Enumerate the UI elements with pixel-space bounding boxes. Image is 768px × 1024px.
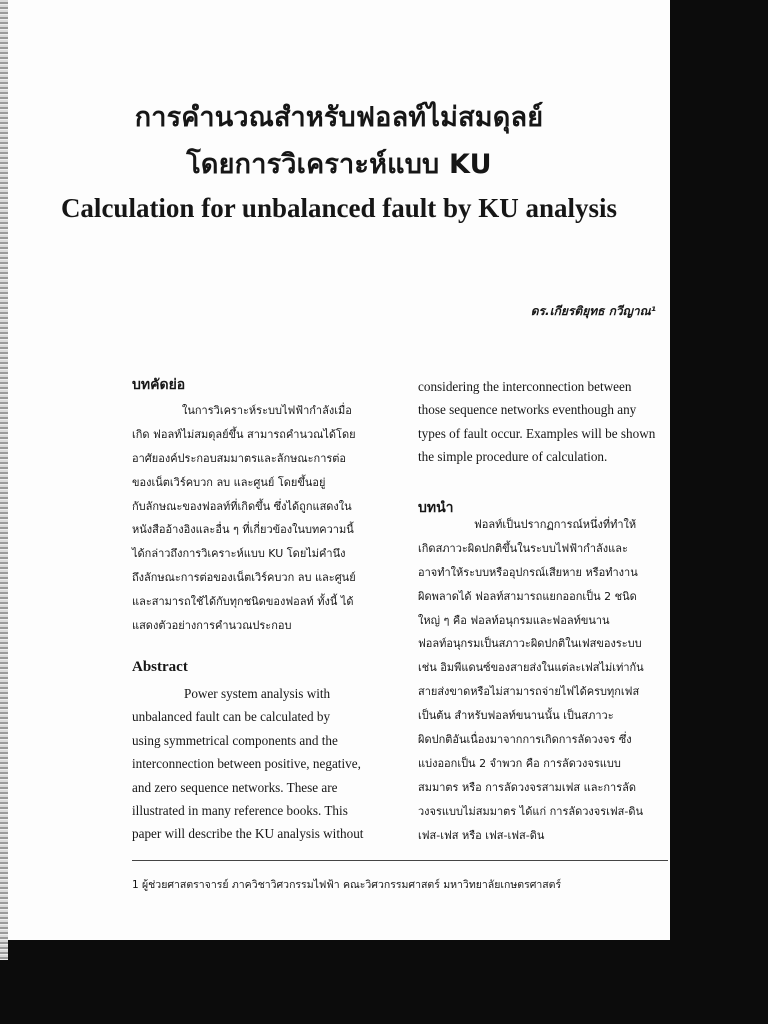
text-line: ผิดปกติอันเนื่องมาจากการเกิดการลัดวงจร ซึ่ง [418,733,632,747]
text-line: unbalanced fault can be calculated by [132,709,331,725]
text-line: ใหญ่ ๆ คือ ฟอลท์อนุกรมและฟอลท์ขนาน [418,613,610,627]
paper-page [8,0,670,940]
introduction-heading: บทนำ [418,500,454,516]
title-thai-line-2: โดยการวิเคราะห์แบบ KU [186,149,492,180]
text-line: สมมาตร หรือ การลัดวงจรสามเฟส และการลัด [418,780,637,794]
text-line: เป็นต้น สำหรับฟอลท์ขนานนั้น เป็นสภาวะ [418,709,614,723]
text-line: ฟอลท์เป็นปรากฏการณ์หนึ่งที่ทำให้ [474,518,637,531]
text-line: และสามารถใช้ได้กับทุกชนิดของฟอลท์ ทั้งนี้ ได้ [132,595,354,609]
text-line: the simple procedure of calculation. [418,449,608,465]
abstract-thai-body [132,399,390,638]
text-line: หนังสืออ้างอิงและอื่น ๆ ที่เกี่ยวข้องในบทความนี้ [132,523,354,537]
text-line: เช่น อิมพีแดนซ์ของสายส่งในแต่ละเฟสไม่เท่ากัน [418,661,644,675]
abstract-thai-heading: บทคัดย่อ [132,377,186,393]
text-line: วงจรแบบไม่สมมาตร ได้แก่ การลัดวงจรเฟส-ดิน [418,804,644,818]
text-line: ได้กล่าวถึงการวิเคราะห์แบบ KU โดยไม่คำนึง [132,547,346,561]
footnote: 1 ผู้ช่วยศาสตราจารย์ ภาควิชาวิศวกรรมไฟฟ้า คณะวิศวกรรมศาสตร์ มหาวิทยาลัยเกษตรศาสตร์ [132,879,562,891]
text-line: interconnection between positive, negative, [132,756,361,772]
text-line: สายส่งขาดหรือไม่สามารถจ่ายไฟได้ครบทุกเฟส [418,685,640,699]
scan-edge [0,0,8,960]
title-thai-line-1: การคำนวณสำหรับฟอลท์ไม่สมดุลย์ [134,102,544,133]
abstract-english-continued [418,375,668,469]
text-line: เกิด ฟอลท์ไม่สมดุลย์ขึ้น สามารถคำนวณได้โดย [132,427,356,441]
text-line: considering the interconnection between [418,379,632,394]
text-line: เฟส-เฟส หรือ เฟส-เฟส-ดิน [418,828,545,842]
text-line: Power system analysis with [184,686,331,701]
abstract-thai-section [132,374,390,396]
text-line: ผิดพลาดได้ ฟอลท์สามารถแยกออกเป็น 2 ชนิด [418,589,637,603]
text-line: using symmetrical components and the [132,732,338,748]
introduction-body [418,513,668,847]
title-english: Calculation for unbalanced fault by KU analysis [60,193,618,223]
text-line: ฟอลท์อนุกรมเป็นสภาวะผิดปกติในเฟสของระบบ [418,637,642,651]
text-line: กับลักษณะของฟอลท์ที่เกิดขึ้น ซึ่งได้ถูกแสดงใน [132,499,352,513]
text-line: ในการวิเคราะห์ระบบไฟฟ้ากำลังเมื่อ [182,404,352,417]
text-line: those sequence networks eventhough any [418,402,637,418]
abstract-english-body [132,682,390,846]
text-line: types of fault occur. Examples will be shown [418,425,656,441]
abstract-english-heading: Abstract [132,659,188,675]
text-line: แบ่งออกเป็น 2 จำพวก คือ การลัดวงจรแบบ [418,756,621,770]
text-line: อาจทำให้ระบบหรืออุปกรณ์เสียหาย หรือทำงาน [418,565,638,579]
text-line: แสดงตัวอย่างการคำนวณประกอบ [132,619,292,633]
text-line: อาศัยองค์ประกอบสมมาตรและลักษณะการต่อ [132,451,347,465]
author-name: ดร.เกียรติยุทธ กวีญาณ¹ [530,304,656,318]
text-line: and zero sequence networks. These are [132,779,338,795]
abstract-english-section [132,659,390,676]
text-line: illustrated in many reference books. This [132,802,348,818]
text-line: paper will describe the KU analysis without [132,826,364,842]
text-line: ถึงลักษณะการต่อของเน็ตเวิร์คบวก ลบ และศูนย์ [132,571,356,585]
text-line: ของเน็ตเวิร์คบวก ลบ และศูนย์ โดยขึ้นอยู่ [132,475,326,489]
footnote-divider [132,860,668,861]
text-line: เกิดสภาวะผิดปกติขึ้นในระบบไฟฟ้ากำลังและ [418,541,628,555]
